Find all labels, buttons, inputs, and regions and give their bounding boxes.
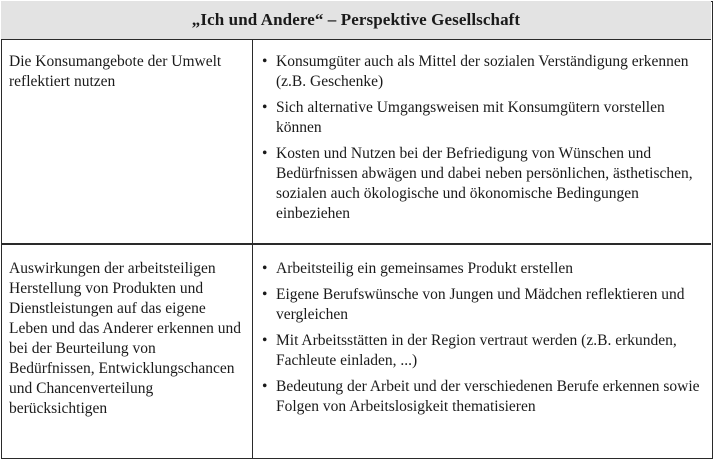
list-item-text: Konsumgüter auch als Mittel der sozialen Verständigung erkennen (z.B. Geschenke)	[276, 53, 689, 90]
row-items	[262, 52, 706, 230]
row-topic: Die Konsumangebote der Umwelt reflektiert nutzen	[9, 53, 222, 90]
list-item	[262, 377, 706, 417]
row-items	[262, 259, 706, 423]
list-item	[262, 98, 706, 138]
table-title: „Ich und Andere“ – Perspektive Gesellschaft	[191, 10, 521, 29]
list-item	[262, 285, 706, 325]
list-item	[262, 331, 706, 371]
bullet-icon: •	[262, 286, 268, 303]
list-item	[262, 144, 706, 224]
list-item-text: Arbeitsteilig ein gemeinsames Produkt erstellen	[276, 260, 574, 277]
list-item-text: Eigene Berufswünsche von Jungen und Mädchen reflektieren und vergleichen	[276, 286, 685, 323]
list-item-text: Sich alternative Umgangsweisen mit Konsumgütern vorstellen können	[276, 99, 665, 136]
bullet-icon: •	[262, 99, 268, 116]
table-row	[1, 245, 711, 458]
list-item	[262, 259, 706, 279]
bullet-icon: •	[262, 378, 268, 395]
list-item-text: Kosten und Nutzen bei der Befriedigung von Wünschen und Bedürfnissen abwägen und dabei neben persönlichen, ästhetischen, sozialen auch ökologische und ökonomische Bedingungen einbeziehen	[276, 145, 693, 222]
bullet-icon: •	[262, 260, 268, 277]
bullet-icon: •	[262, 332, 268, 349]
bullet-icon: •	[262, 53, 268, 70]
list-item	[262, 52, 706, 92]
table-row	[1, 40, 711, 244]
list-item-text: Mit Arbeitsstätten in der Region vertraut werden (z.B. erkunden, Fachleute einladen, ...)	[276, 332, 677, 369]
list-item-text: Bedeutung der Arbeit und der verschiedenen Berufe erkennen sowie Folgen von Arbeitslosigkeit thematisieren	[276, 378, 700, 415]
table-header	[1, 1, 711, 40]
bullet-icon: •	[262, 145, 268, 162]
row-topic: Auswirkungen der arbeitsteiligen Herstellung von Produkten und Dienstleistungen auf das eigene Leben und das Anderer erkennen und bei der Beurteilung von Bedürfnissen, Entwicklungschancen und Chancenverteilung berücksichtigen	[9, 260, 241, 417]
